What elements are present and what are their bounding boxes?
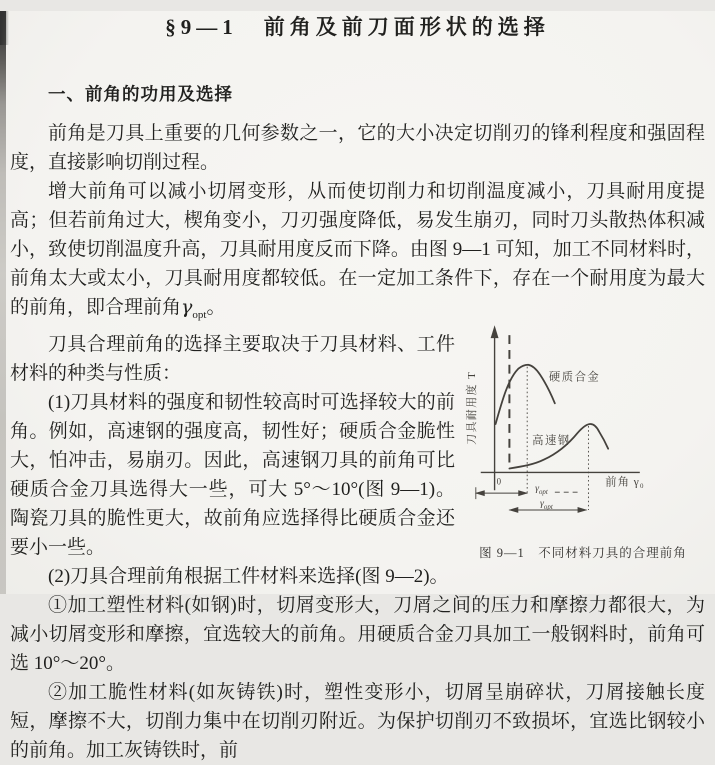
carbide-curve: [496, 365, 555, 424]
page-title: §9—1 前角及前刀面形状的选择: [165, 15, 550, 39]
paragraph-4: (1)刀具材料的强度和韧性较高时可选择较大的前角。例如，高速钢的强度高，韧性好；硬质合金脆性大，怕冲击，易崩刃。因此，高速钢刀具的前角可比硬质合金刀具选得大一些，可大 5°～10°(图 9—1)。陶瓷刀具的脆性更大，故前角应选择得比硬质合金还要小一些。: [10, 391, 455, 558]
hss-curve-label: 高速钢: [532, 434, 571, 447]
gamma-subscript: opt: [192, 308, 207, 321]
body-text: [10, 119, 705, 765]
paragraph-2-text: 增大前角可以减小切屑变形，从而使切削力和切削温度减小，刀具耐用度提高；但若前角过大，楔角变小，刀刃强度降低，易发生崩刃，同时刀头散热体积减小，致使切削温度升高，刀具耐用度反而下降。由图 9—1 可知，加工不同材料时，前角太大或太小，刀具耐用度都较低。在一定加工条件下，存在一个耐用度为最大的前角，即合理前角: [10, 181, 705, 318]
y-axis-label: 刀具耐用度 T: [465, 370, 478, 445]
page: [0, 11, 715, 761]
paragraph-5: (2)刀具合理前角根据工件材料来选择(图 9—2)。: [48, 565, 449, 587]
dim-hss-label: $\gamma_{opt}$: [540, 497, 553, 511]
y-axis-arrow-icon: [491, 325, 499, 338]
paragraph-1: 前角是刀具上重要的几何参数之一，它的大小决定切削刃的锋利程度和强固程度，直接影响切削过程。: [10, 123, 705, 173]
paragraph-7: ②加工脆性材料(如灰铸铁)时，塑性变形小，切屑呈崩碎状，刀屑接触长度短，摩擦不大，切削力集中在切削刃附近。为保护切削刃不致损坏，宜选比钢较小的前角。加工灰铸铁时，前: [10, 681, 705, 761]
figure-9-1: [461, 324, 705, 568]
section-heading: 一、前角的功用及选择: [48, 84, 233, 104]
tool-life-chart: [461, 324, 705, 529]
paragraph-2-end: 。: [206, 297, 226, 318]
dim-hss: [508, 498, 587, 513]
paragraph-6: ①加工塑性材料(如钢)时，切屑变形大，刀屑之间的压力和摩擦力都很大，为减小切屑变形和摩擦，宜选较大的前角。用硬质合金刀具加工一般钢料时，前角可选 10°～20°。: [10, 594, 705, 674]
dim-carbide-label: $\gamma_{opt}$: [535, 483, 548, 496]
paragraph-3: 刀具合理前角的选择主要取决于刀具材料、工件材料的种类与性质：: [10, 333, 455, 384]
origin-label: 0: [496, 476, 502, 487]
gamma-symbol: γ: [181, 296, 193, 318]
figure-caption: 图 9—1 不同材料刀具的合理前角: [479, 545, 687, 560]
scan-artifact-left: [0, 11, 6, 594]
dim-carbide: [475, 483, 580, 499]
paragraph-2: [10, 177, 705, 330]
x-axis-label: 前角 γ₀: [605, 476, 645, 489]
carbide-curve-label: 硬质合金: [548, 371, 601, 384]
